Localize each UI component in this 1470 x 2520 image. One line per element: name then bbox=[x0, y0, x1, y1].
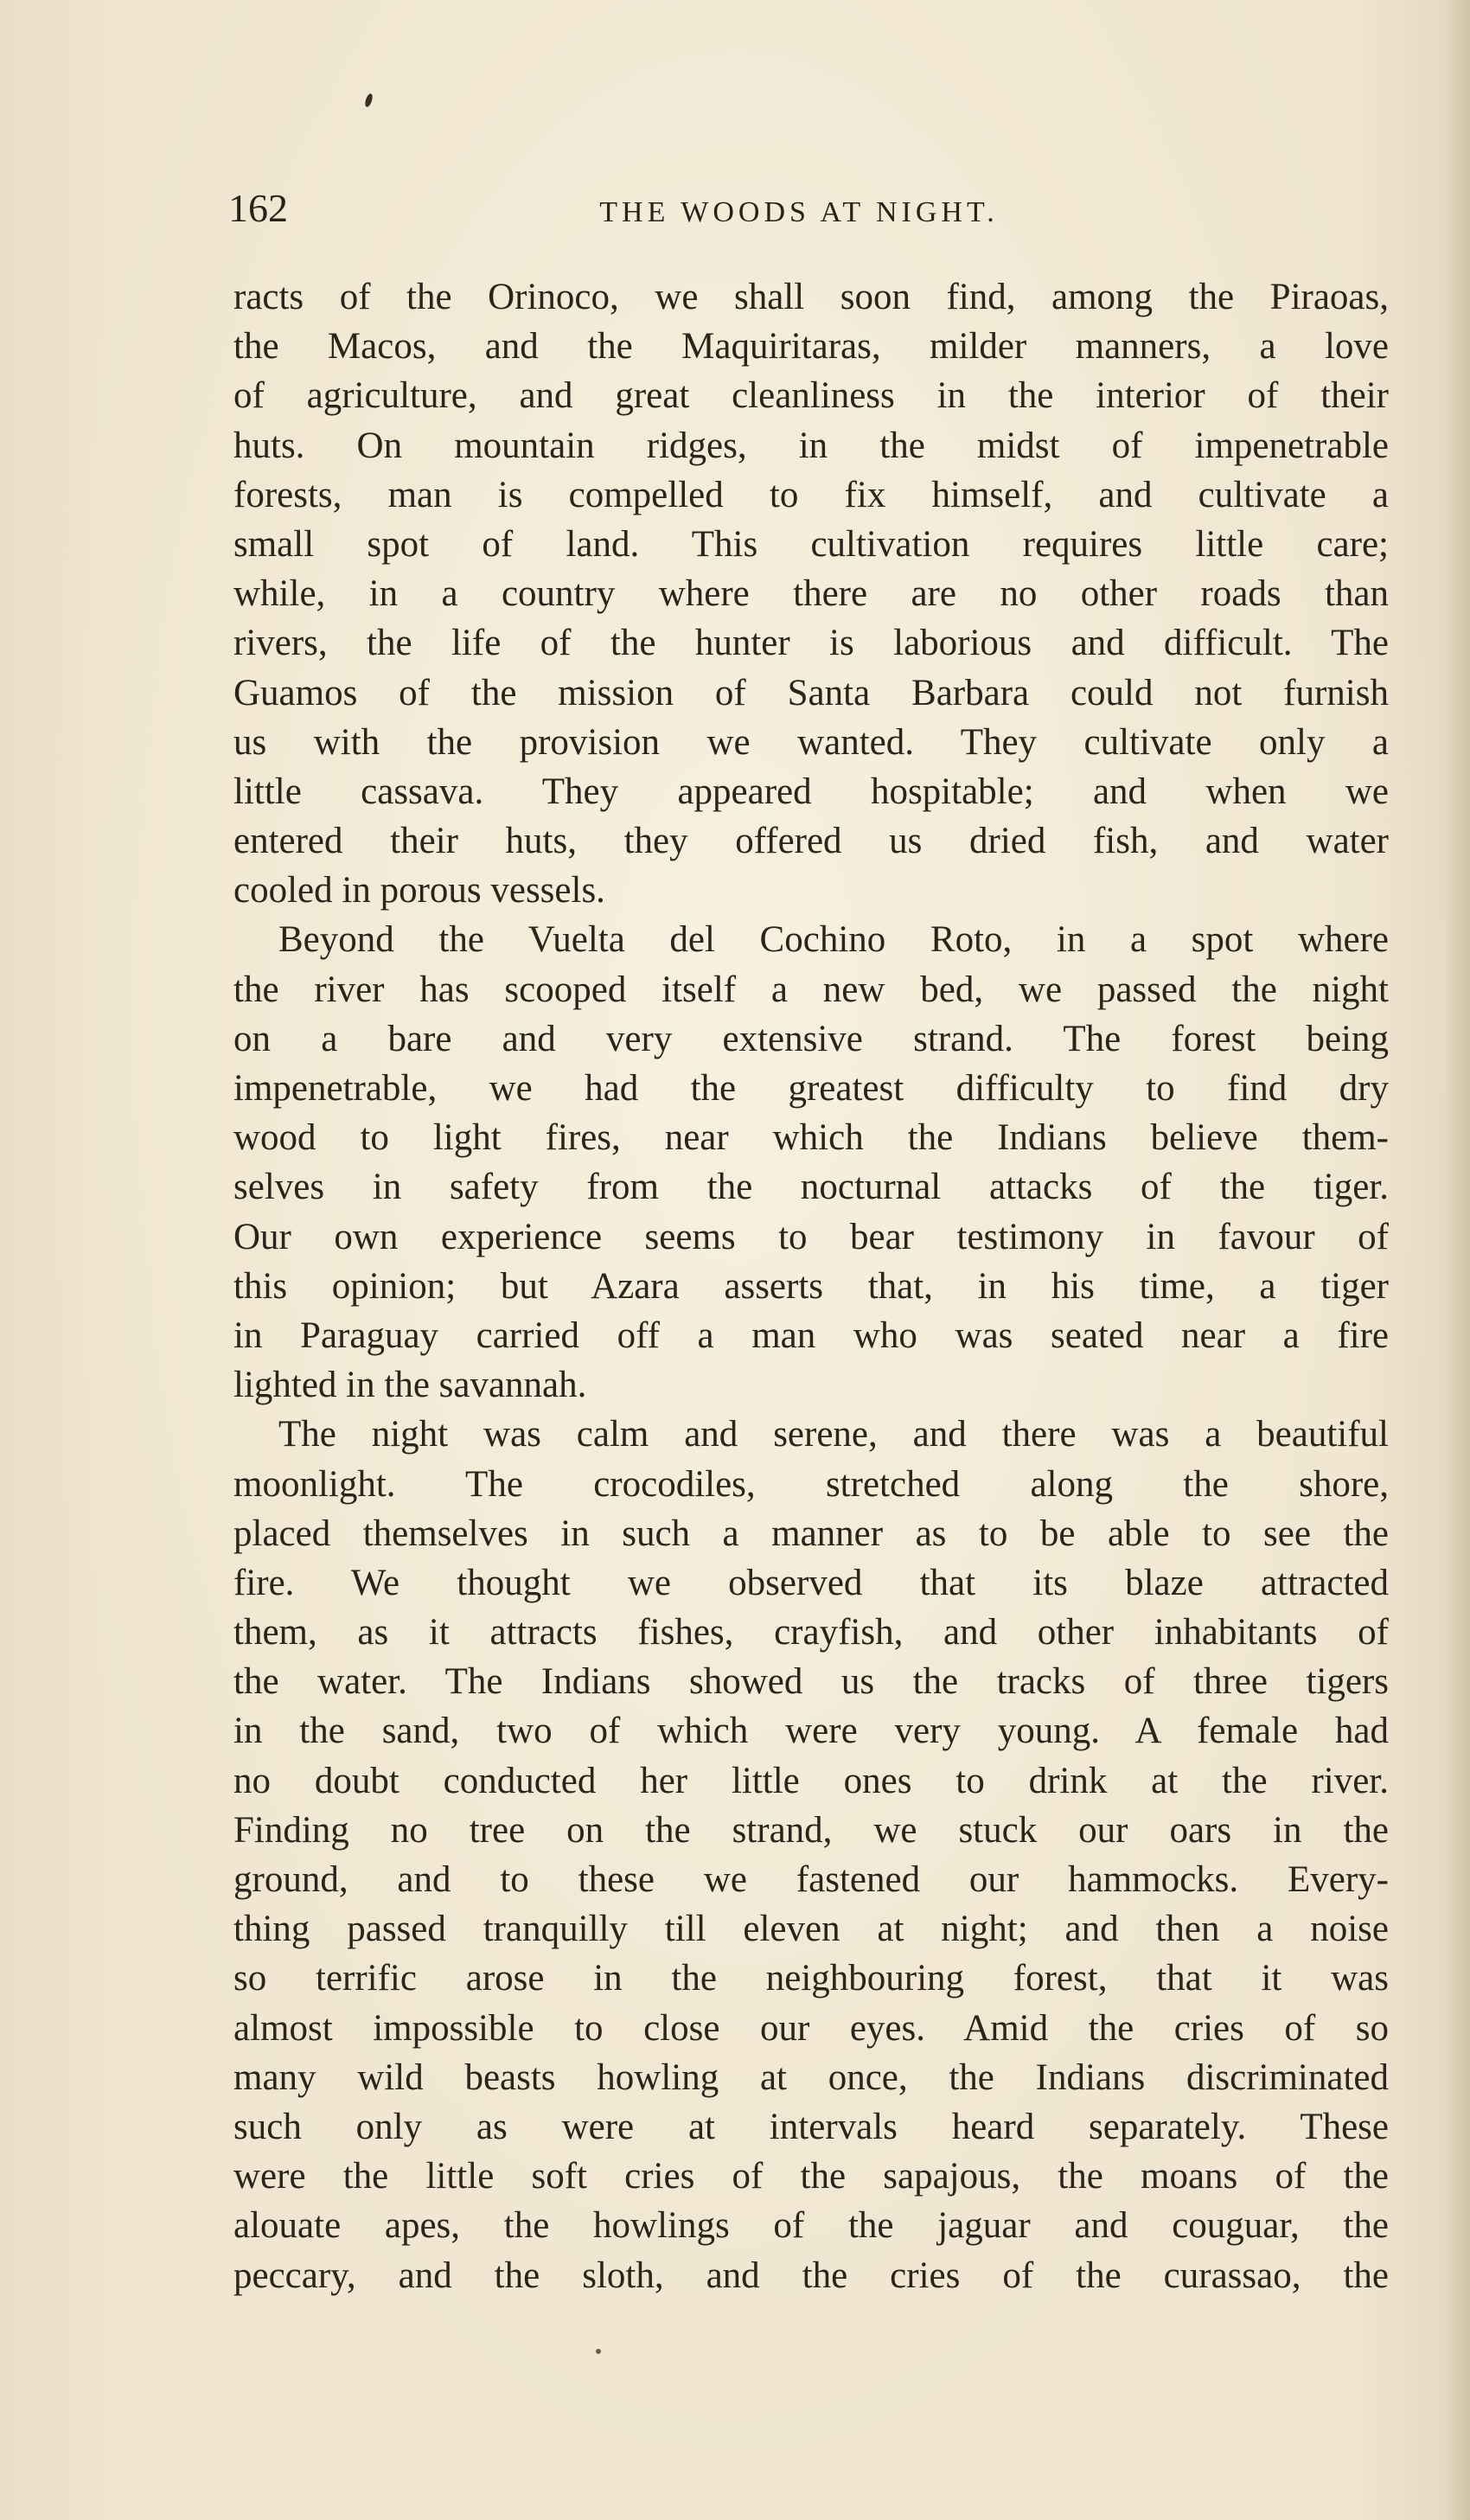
text-line: this opinion; but Azara asserts that, in his time, a tiger bbox=[233, 1265, 1389, 1307]
ink-speck bbox=[596, 2349, 601, 2354]
text-line: no doubt conducted her little ones to drink at the river. bbox=[233, 1760, 1389, 1801]
text-line: Our own experience seems to bear testimony in favour of bbox=[233, 1216, 1389, 1257]
text-line: Guamos of the mission of Santa Barbara could not furnish bbox=[233, 672, 1389, 713]
text-line: little cassava. They appeared hospitable; and when we bbox=[233, 771, 1389, 812]
text-line: so terrific arose in the neighbouring forest, that it was bbox=[233, 1958, 1389, 1999]
text-line: many wild beasts howling at once, the Indians discriminated bbox=[233, 2056, 1389, 2098]
text-line: Finding no tree on the strand, we stuck our oars in the bbox=[233, 1809, 1389, 1851]
page-number: 162 bbox=[228, 186, 288, 230]
text-line: moonlight. The crocodiles, stretched along the shore, bbox=[233, 1463, 1389, 1505]
text-line: The night was calm and serene, and there was a beautiful bbox=[278, 1414, 1389, 1455]
text-line: racts of the Orinoco, we shall soon find, among the Piraoas, bbox=[233, 277, 1389, 317]
text-line: selves in safety from the nocturnal attacks of the tiger. bbox=[233, 1167, 1389, 1208]
text-line: impenetrable, we had the greatest difficulty to find dry bbox=[233, 1068, 1389, 1109]
text-line: the river has scooped itself a new bed, we passed the night bbox=[233, 969, 1389, 1010]
paragraph bbox=[233, 1410, 1389, 2299]
page-edge-shadow bbox=[1444, 0, 1470, 2520]
text-line: huts. On mountain ridges, in the midst of impenetrable bbox=[233, 425, 1389, 466]
text-line: them, as it attracts fishes, crayfish, and other inhabitants of bbox=[233, 1612, 1389, 1653]
text-line: lighted in the savannah. bbox=[233, 1365, 587, 1406]
text-line: fire. We thought we observed that its blaze attracted bbox=[233, 1562, 1389, 1603]
text-line: thing passed tranquilly till eleven at night; and then a noise bbox=[233, 1909, 1389, 1950]
text-line: in Paraguay carried off a man who was seated near a fire bbox=[233, 1314, 1389, 1356]
paragraph bbox=[233, 915, 1389, 1410]
text-line: almost impossible to close our eyes. Amid the cries of so bbox=[233, 2007, 1389, 2049]
paragraph bbox=[233, 272, 1389, 915]
text-line: small spot of land. This cultivation requires little care; bbox=[233, 523, 1389, 565]
text-line: the water. The Indians showed us the tracks of three tigers bbox=[233, 1661, 1389, 1703]
text-line: such only as were at intervals heard separately. These bbox=[233, 2106, 1389, 2147]
running-head bbox=[228, 180, 1387, 240]
text-line: ground, and to these we fastened our hammocks. Every- bbox=[233, 1859, 1389, 1900]
body-text bbox=[233, 272, 1389, 2300]
text-line: rivers, the life of the hunter is laborious and difficult. The bbox=[233, 623, 1389, 664]
text-line: of agriculture, and great cleanliness in the interior of their bbox=[233, 375, 1389, 417]
text-line: while, in a country where there are no other roads than bbox=[233, 573, 1389, 615]
text-line: were the little soft cries of the sapajous, the moans of the bbox=[233, 2156, 1389, 2197]
text-line: in the sand, two of which were very young. A female had bbox=[233, 1711, 1389, 1752]
text-line: alouate apes, the howlings of the jaguar and couguar, the bbox=[233, 2205, 1389, 2247]
text-line: on a bare and very extensive strand. The forest being bbox=[233, 1018, 1389, 1059]
text-line: placed themselves in such a manner as to be able to see the bbox=[233, 1513, 1389, 1554]
text-line: wood to light fires, near which the Indians believe them- bbox=[233, 1117, 1389, 1159]
text-line: cooled in porous vessels. bbox=[233, 870, 605, 911]
text-line: the Macos, and the Maquiritaras, milder manners, a love bbox=[233, 326, 1389, 368]
text-line: forests, man is compelled to fix himself, and cultivate a bbox=[233, 474, 1389, 515]
text-line: peccary, and the sloth, and the cries of the curassao, the bbox=[233, 2255, 1389, 2296]
running-title: THE WOODS AT NIGHT. bbox=[599, 196, 999, 228]
ink-speck bbox=[364, 93, 374, 107]
text-line: us with the provision we wanted. They cultivate only a bbox=[233, 721, 1389, 763]
text-line: entered their huts, they offered us dried fish, and water bbox=[233, 821, 1389, 862]
text-line: Beyond the Vuelta del Cochino Roto, in a spot where bbox=[278, 919, 1389, 961]
